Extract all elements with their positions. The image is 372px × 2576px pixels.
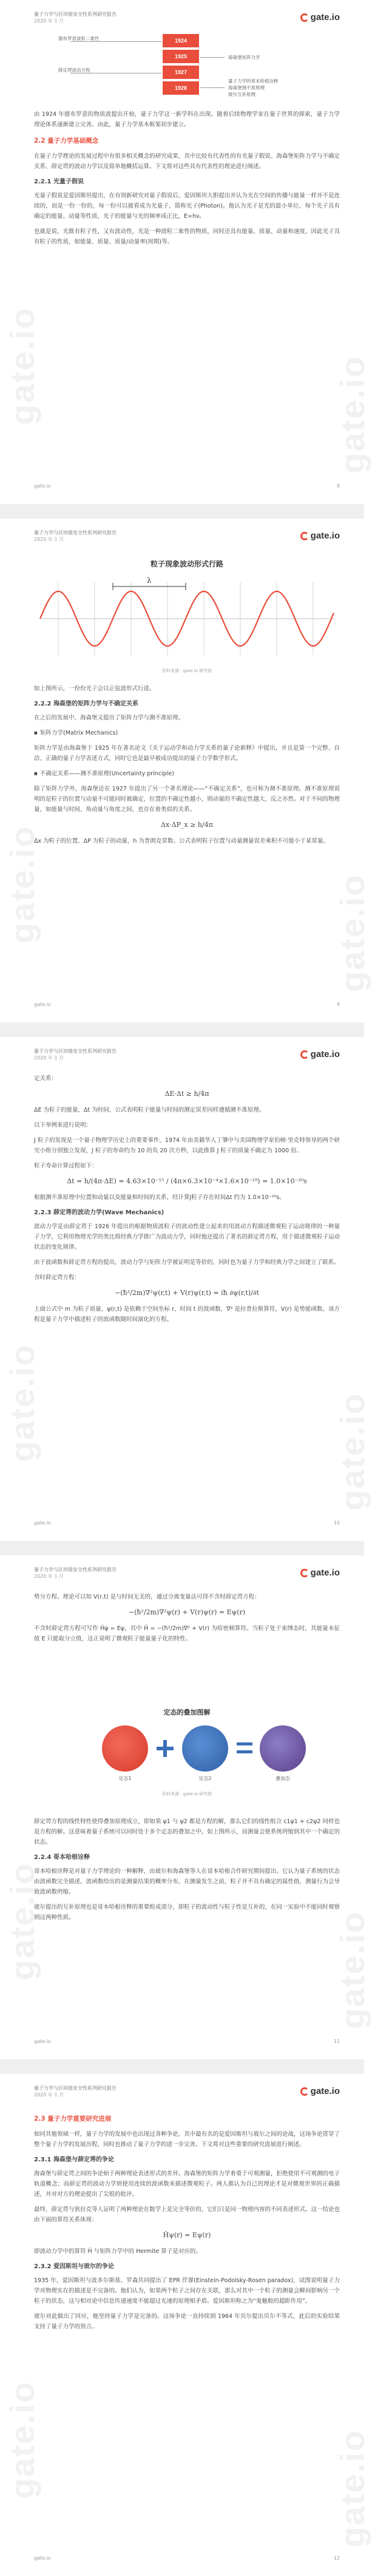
- formula: Δt = h/(4π·ΔE) = 4.63×10⁻¹⁵ / (4π×6.3×10⁻⁴×1.6×10⁻¹⁹) = 1.0×10⁻²⁰s: [67, 1177, 307, 1185]
- paragraph: 1935 年，爱因斯坦与波多尔斯基、罗森共同提出了 EPR 佯谬(Einstein-Podolsky-Rosen paradox)，试图说明量子力学对物理实在的描述是不完备的。他们认为，如果两个粒子之间存在关联，那么对其中一个粒子的测量会瞬间影响另一个粒子的状态，这与相对论中信息传递速度不能超过光速的原理相矛盾。爱因斯坦称之为“鬼魅般的超距作用”。: [34, 2277, 340, 2305]
- watermark-right: gate.io: [333, 355, 371, 474]
- footer-source: gate.io: [34, 483, 51, 489]
- header-date: 2020 年 1 月: [34, 1574, 64, 1579]
- watermark-left: gate.io: [3, 1862, 41, 1980]
- paragraph: 势分方程。理论可以知 V(r,t) 是与时间无关的，通过分离变量法可得不含时薛定谔方程：: [34, 1594, 260, 1600]
- page-footer: [34, 1520, 340, 1528]
- gateio-logo-icon: [300, 532, 309, 540]
- superposition-label: 叠加态: [276, 1776, 290, 1781]
- gateio-logo-icon: [300, 13, 309, 22]
- subsection-title: 2.2.4 哥本哈根诠释: [34, 1854, 90, 1861]
- timeline-year-1927: 1927: [163, 66, 199, 79]
- page-number: 11: [333, 2039, 340, 2044]
- page-11-body-top: [34, 1592, 340, 1649]
- plus-icon: [157, 1740, 174, 1757]
- paragraph: 也就是说，光既有粒子性，又有波动性，光是一种波粒二象性的物质，同时还具有能量、质量、动量和速度，因此光子具有粒子的性质，如能量、质量、质量/动量率(周期)等。: [34, 228, 340, 245]
- paragraph: 在量子力学理论的发展过程中有很多相关概念的研究成果，其中比较有代表性的有光量子假说、海森堡矩阵力学与不确定关系、薛定谔的波动力学以及简单地概括运算。下文将对这些具有代表性的理论进行阐述。: [34, 153, 340, 170]
- paragraph: 光量子假说是爱因斯坦提出，在有别新研究对量子假说后，爱因斯坦大胆提出并认为光在空间的传播与能量一样并不是连续的，而是一份一份的，每一份可以被看成为光量子，简称光子(Photon)。他认为光子是光的最小单位，每个光子具有确定的能量、动量等性质，光子的能量与光的频率成正比，E=hν。: [34, 192, 340, 220]
- formula: −(ħ²/2m)∇²ψ(r) + V(r)ψ(r) = Eψ(r): [128, 1608, 246, 1616]
- subsection-title: 2.3.1 海森堡与薛定谔的争论: [34, 2156, 114, 2163]
- subsection-title: 2.3.2 爱因斯坦与玻尔的争论: [34, 2263, 114, 2270]
- header-date: 2020 年 1 月: [34, 537, 64, 542]
- paragraph: 由 1924 年德布罗意的物质波提出开始，量子力学这一新学科在出现。随着后续物理学家在量子世界的探索，量子力学理论体系逐渐建立完善。由此，量子力学基本框架初步建立。: [34, 111, 340, 128]
- watermark-left: gate.io: [3, 1344, 41, 1462]
- state2-circle: [182, 1725, 228, 1772]
- page-separator: [0, 504, 364, 518]
- page-9-body: [34, 684, 340, 851]
- bullet-item: ■ 不确定关系——测不准原理(Uncertainty principle): [34, 769, 340, 779]
- wave-figure: [34, 555, 340, 676]
- bullet-item: ■ 矩阵力学(Matrix Mechanics): [34, 728, 340, 738]
- paragraph: 哥本哈根诠释是对量子力学理论的一种解释，由玻尔和海森堡等人在哥本哈根合作研究期间提出。它认为量子系统的状态由波函数完全描述，波函数给出的是测量结果的概率分布，在测量发生之前，粒子并不具有确定的属性值，测量行为会导致波函数坍缩。: [34, 1868, 340, 1895]
- header-date: 2020 年 1 月: [34, 2092, 64, 2098]
- paragraph: 如上图所示，一份份光子会以正弦波形式行进。: [34, 685, 155, 692]
- paragraph: ΔE 为粒子的能量，Δt 为时间，公式表明粒子能量与时间的测定误差同样遵循测不准原理。: [34, 1107, 265, 1113]
- watermark-left: gate.io: [3, 2381, 41, 2499]
- gateio-logo: gate.io: [300, 12, 340, 22]
- watermark-left: gate.io: [3, 825, 41, 943]
- watermark-right: gate.io: [333, 1911, 371, 2029]
- figure-caption: 资料来源：gate.io 研究院: [161, 1792, 212, 1796]
- page-8-body: [34, 109, 340, 252]
- formula: Ĥψ(r) = Eψ(r): [163, 2231, 211, 2239]
- paragraph: 玻尔提出的互补原理也是哥本哈根诠释的重要组成部分，即粒子的波动性与粒子性是互补的，在同一实验中不能同时观察到这两种性质。: [34, 1904, 340, 1921]
- timeline-left-label-2: 薛定谔波动方程: [58, 67, 90, 73]
- timeline-right-line-2: [200, 87, 225, 88]
- paragraph: 海森堡与薛定谔之间的争论始于两种理论表述形式的差异。海森堡的矩阵力学着重于可观测量，拒绝使用不可观测的电子轨道概念；而薛定谔的波动力学则使用连续的波函数来描述微观粒子。两人都认为自己的理论才是对微观世界的正确描述，并对对方的理论提出了尖锐的批评。: [34, 2170, 340, 2198]
- paragraph: 即波动力学中的算符 Ĥ 与矩阵力学中的 Hermite 算子是对应的。: [34, 2248, 201, 2255]
- superposition-figure: [34, 1707, 340, 1810]
- watermark-right: gate.io: [333, 1392, 371, 1511]
- header-date: 2020 年 1 月: [34, 1055, 64, 1061]
- page-10-body: [34, 1073, 340, 1330]
- page-12: [0, 2074, 371, 2576]
- watermark-right: gate.io: [333, 874, 371, 992]
- gateio-logo: gate.io: [300, 1049, 340, 1059]
- paragraph: 最终，薛定谔与狄拉克等人证明了两种理论在数学上是完全等价的，它们只是同一物理内容的不同表述形式。这一结论也由下面的算符关系体现：: [34, 2206, 340, 2223]
- footer-source: gate.io: [34, 2039, 51, 2044]
- formula: −(ħ²/2m)∇²ψ(r,t) + V(r)ψ(r,t) = iħ ∂ψ(r,t)/∂t: [115, 1289, 259, 1297]
- page-header: [34, 529, 340, 546]
- page-number: 12: [333, 2555, 340, 2561]
- paragraph: 定关系：: [34, 1075, 58, 1082]
- timeline-year-1924: 1924: [163, 34, 199, 47]
- page-11-body-bottom: [34, 1816, 340, 1928]
- gateio-logo: gate.io: [300, 1568, 340, 1578]
- paragraph: 波动力学是由薛定谔于 1926 年提出的根据物质波粒子的波动性建立起来的用波动方程描述微观粒子运动规律的一种量子力学，它利用物理光学的类比将经典力学推广为波动力学，同时他还提出了著名的薛定谔方程，用于描述微观粒子运动状态的变化规律。: [34, 1223, 340, 1251]
- paragraph: 玻尔对此做出了回应，他坚持量子力学是完备的。这场争论一直持续到 1964 年贝尔提出贝尔不等式，此后的实验结果支持了量子力学的预言。: [34, 2313, 340, 2330]
- figure-title: 粒子现象波动形式行路: [150, 560, 223, 568]
- gateio-logo: gate.io: [300, 531, 340, 541]
- page-header: [34, 2085, 340, 2102]
- timeline-left-label-1: 德布罗意波粒二象性: [58, 36, 100, 41]
- page-header: [34, 1048, 340, 1065]
- header-date: 2020 年 1 月: [34, 18, 64, 24]
- page-separator: [0, 1541, 364, 1555]
- page-separator: [0, 2059, 364, 2074]
- header-title: 量子力学与区块链安全性系列研究报告: [34, 1048, 117, 1054]
- page-8: [0, 0, 371, 504]
- figure-title: 定态的叠加图解: [163, 1708, 211, 1716]
- page-footer: [34, 483, 340, 491]
- subsection-title: 2.2.3 薛定谔的波动力学(Wave Mechanics): [34, 1209, 164, 1216]
- page-separator: [0, 1022, 364, 1037]
- state1-label: 定态1: [118, 1776, 132, 1781]
- gateio-logo-icon: [300, 1050, 309, 1059]
- gateio-logo: gate.io: [300, 2086, 340, 2096]
- page-number: 8: [336, 483, 340, 489]
- paragraph: 不含时薛定谔方程可写作 Ĥψ = Eψ，其中 Ĥ = −(ħ²/2m)∇² + V(r) 为哈密顿算符。当粒子处于束缚态时，其能量本征值 E 只能取分立值，这正说明了微观粒子能量量子化的特性。: [34, 1625, 340, 1642]
- figure-caption: 资料来源：gate.io 研究院: [161, 668, 212, 673]
- paragraph: 含时薛定谔方程：: [34, 1274, 81, 1281]
- equals-icon: [237, 1742, 252, 1755]
- gateio-logo-icon: [300, 1569, 309, 1577]
- watermark-left: gate.io: [3, 307, 41, 425]
- timeline-year-1928: 1928: [163, 81, 199, 95]
- page-header: [34, 1566, 340, 1583]
- header-title: 量子力学与区块链安全性系列研究报告: [34, 12, 117, 17]
- wavelength-label: λ: [147, 576, 152, 585]
- page-header: [34, 11, 340, 28]
- timeline-right-label-2: 量子力学的哥本哈根诠释: [228, 78, 279, 84]
- page-number: 10: [333, 1520, 340, 1526]
- paragraph: 除了矩阵力学外，海森堡还在 1927 年提出了另一个著名理论——“不确定关系”，也可称为测不准原理。测不准原理说明的是粒子的位置与动量不可能同时被确定，位置的不确定性越小，则动量的不确定性越大，反之亦然。对于不同的物理量，如能量与时间、角动量与角度之间，也存在着类似的关系。: [34, 786, 340, 813]
- watermark-right: gate.io: [333, 2429, 371, 2547]
- footer-source: gate.io: [34, 2555, 51, 2561]
- footer-source: gate.io: [34, 1002, 51, 1007]
- timeline-right-label-1: 海森堡矩阵力学: [228, 55, 260, 60]
- state2-label: 定态2: [198, 1776, 212, 1781]
- timeline-year-1925: 1925: [163, 50, 199, 63]
- paragraph: 如同其他领域一样，量子力学的发展中也出现过各种争论，其中最有名的是爱因斯坦与玻尔之间的论战，这场争论贯穿了整个量子力学的发展历程，同时也推动了量子力学的进一步完善。下文将对这些重要的研究进展进行阐述。: [34, 2131, 340, 2148]
- page-footer: [34, 1002, 340, 1009]
- paragraph: 薛定谔方程的线性特性使得叠加原理成立，即如果 ψ1 与 ψ2 都是方程的解，那么它们的线性组合 c1ψ1 + c2ψ2 同样也是方程的解。这意味着量子系统可以同时处于多个定态的叠加之中，如上图所示，而测量会使系统坍缩到其中一个确定的状态。: [34, 1818, 340, 1846]
- formula: ΔE·Δt ≥ h/4π: [164, 1090, 209, 1098]
- timeline-right-label-4: 玻尔互补原理: [228, 92, 255, 97]
- page-9: [0, 518, 371, 1022]
- timeline-right-line-1: [200, 57, 225, 58]
- paragraph: 矩阵力学是由海森堡于 1925 年在著名论文《关于运动学和动力学关系的量子论新释》中提出，并且是第一个完整、自洽、正确的量子力学表述方式，同时它也是最早被成功提出的量子力学数学形式。: [34, 745, 340, 762]
- paragraph: 在之后的发展中，海森堡又提出了矩阵力学与测不准原理。: [34, 715, 184, 721]
- header-title: 量子力学与区块链安全性系列研究报告: [34, 2085, 117, 2091]
- paragraph: 根据测不准原理中位置和动量以及能量和时间的关系，经计算J粒子存在时间Δt 约为 1.0×10⁻²⁰s。: [34, 1194, 285, 1201]
- paragraph: 上面公式中 m 为粒子质量，ψ(r,t) 是依赖于空间坐标 r、时间 t 的波函数，∇² 是拉普拉斯算符，V(r) 是势能函数。该方程是量子力学中描述粒子的波函数随时间演化的方程。: [34, 1306, 340, 1323]
- formula: Δx·ΔP_x ≥ h/4π: [161, 821, 213, 829]
- section-title: 2.3 量子力学重要研究进展: [34, 2115, 112, 2122]
- timeline-right-label-3: 海森堡测不准原理: [228, 85, 265, 90]
- state1-circle: [102, 1725, 148, 1772]
- gateio-logo-icon: [300, 2087, 309, 2096]
- page-number: 9: [336, 1002, 340, 1007]
- subsection-title: 2.2.2 海森堡的矩阵力学与不确定关系: [34, 701, 138, 707]
- sine-wave-chart: [34, 573, 340, 664]
- page-footer: [34, 2039, 340, 2046]
- paragraph: 由于波函数和薛定谔方程的提出，波动力学与矩阵力学被证明是等价的，同时也为量子力学和经典力学之间建立了联系。: [34, 1259, 340, 1266]
- section-title: 2.2 量子力学基础概念: [34, 137, 99, 144]
- timeline-figure: [34, 34, 340, 101]
- paragraph: Δx 为粒子的位置，ΔP 为粒子的动量，h 为普朗克常数。公式表明粒子位置与动量测量误差乘积不可能小于某常量。: [34, 838, 329, 845]
- footer-source: gate.io: [34, 1520, 51, 1526]
- paragraph: 粒子寿命计算过程如下：: [34, 1163, 98, 1169]
- superposition-circle: [260, 1725, 306, 1772]
- header-title: 量子力学与区块链安全性系列研究报告: [34, 1567, 117, 1572]
- paragraph: J 粒子的发现是一个量子物理学历史上的重要事件，1974 年由美籍华人丁肇中与美国物理学家伯顿·里克特领导的两个研究小组分别独立发现，J 粒子的寿命约为 10 的负 20 次方秒，以此推算 J 粒子的质量不确定为 1000 倍。: [34, 1137, 340, 1154]
- header-title: 量子力学与区块链安全性系列研究报告: [34, 530, 117, 535]
- page-12-body: [34, 2108, 340, 2337]
- page-10: [0, 1037, 371, 1541]
- page-11: [0, 1555, 371, 2059]
- subsection-title: 2.2.1 光量子假说: [34, 178, 84, 185]
- page-footer: [34, 2555, 340, 2563]
- paragraph: 以下举例来进行说明：: [34, 1122, 92, 1129]
